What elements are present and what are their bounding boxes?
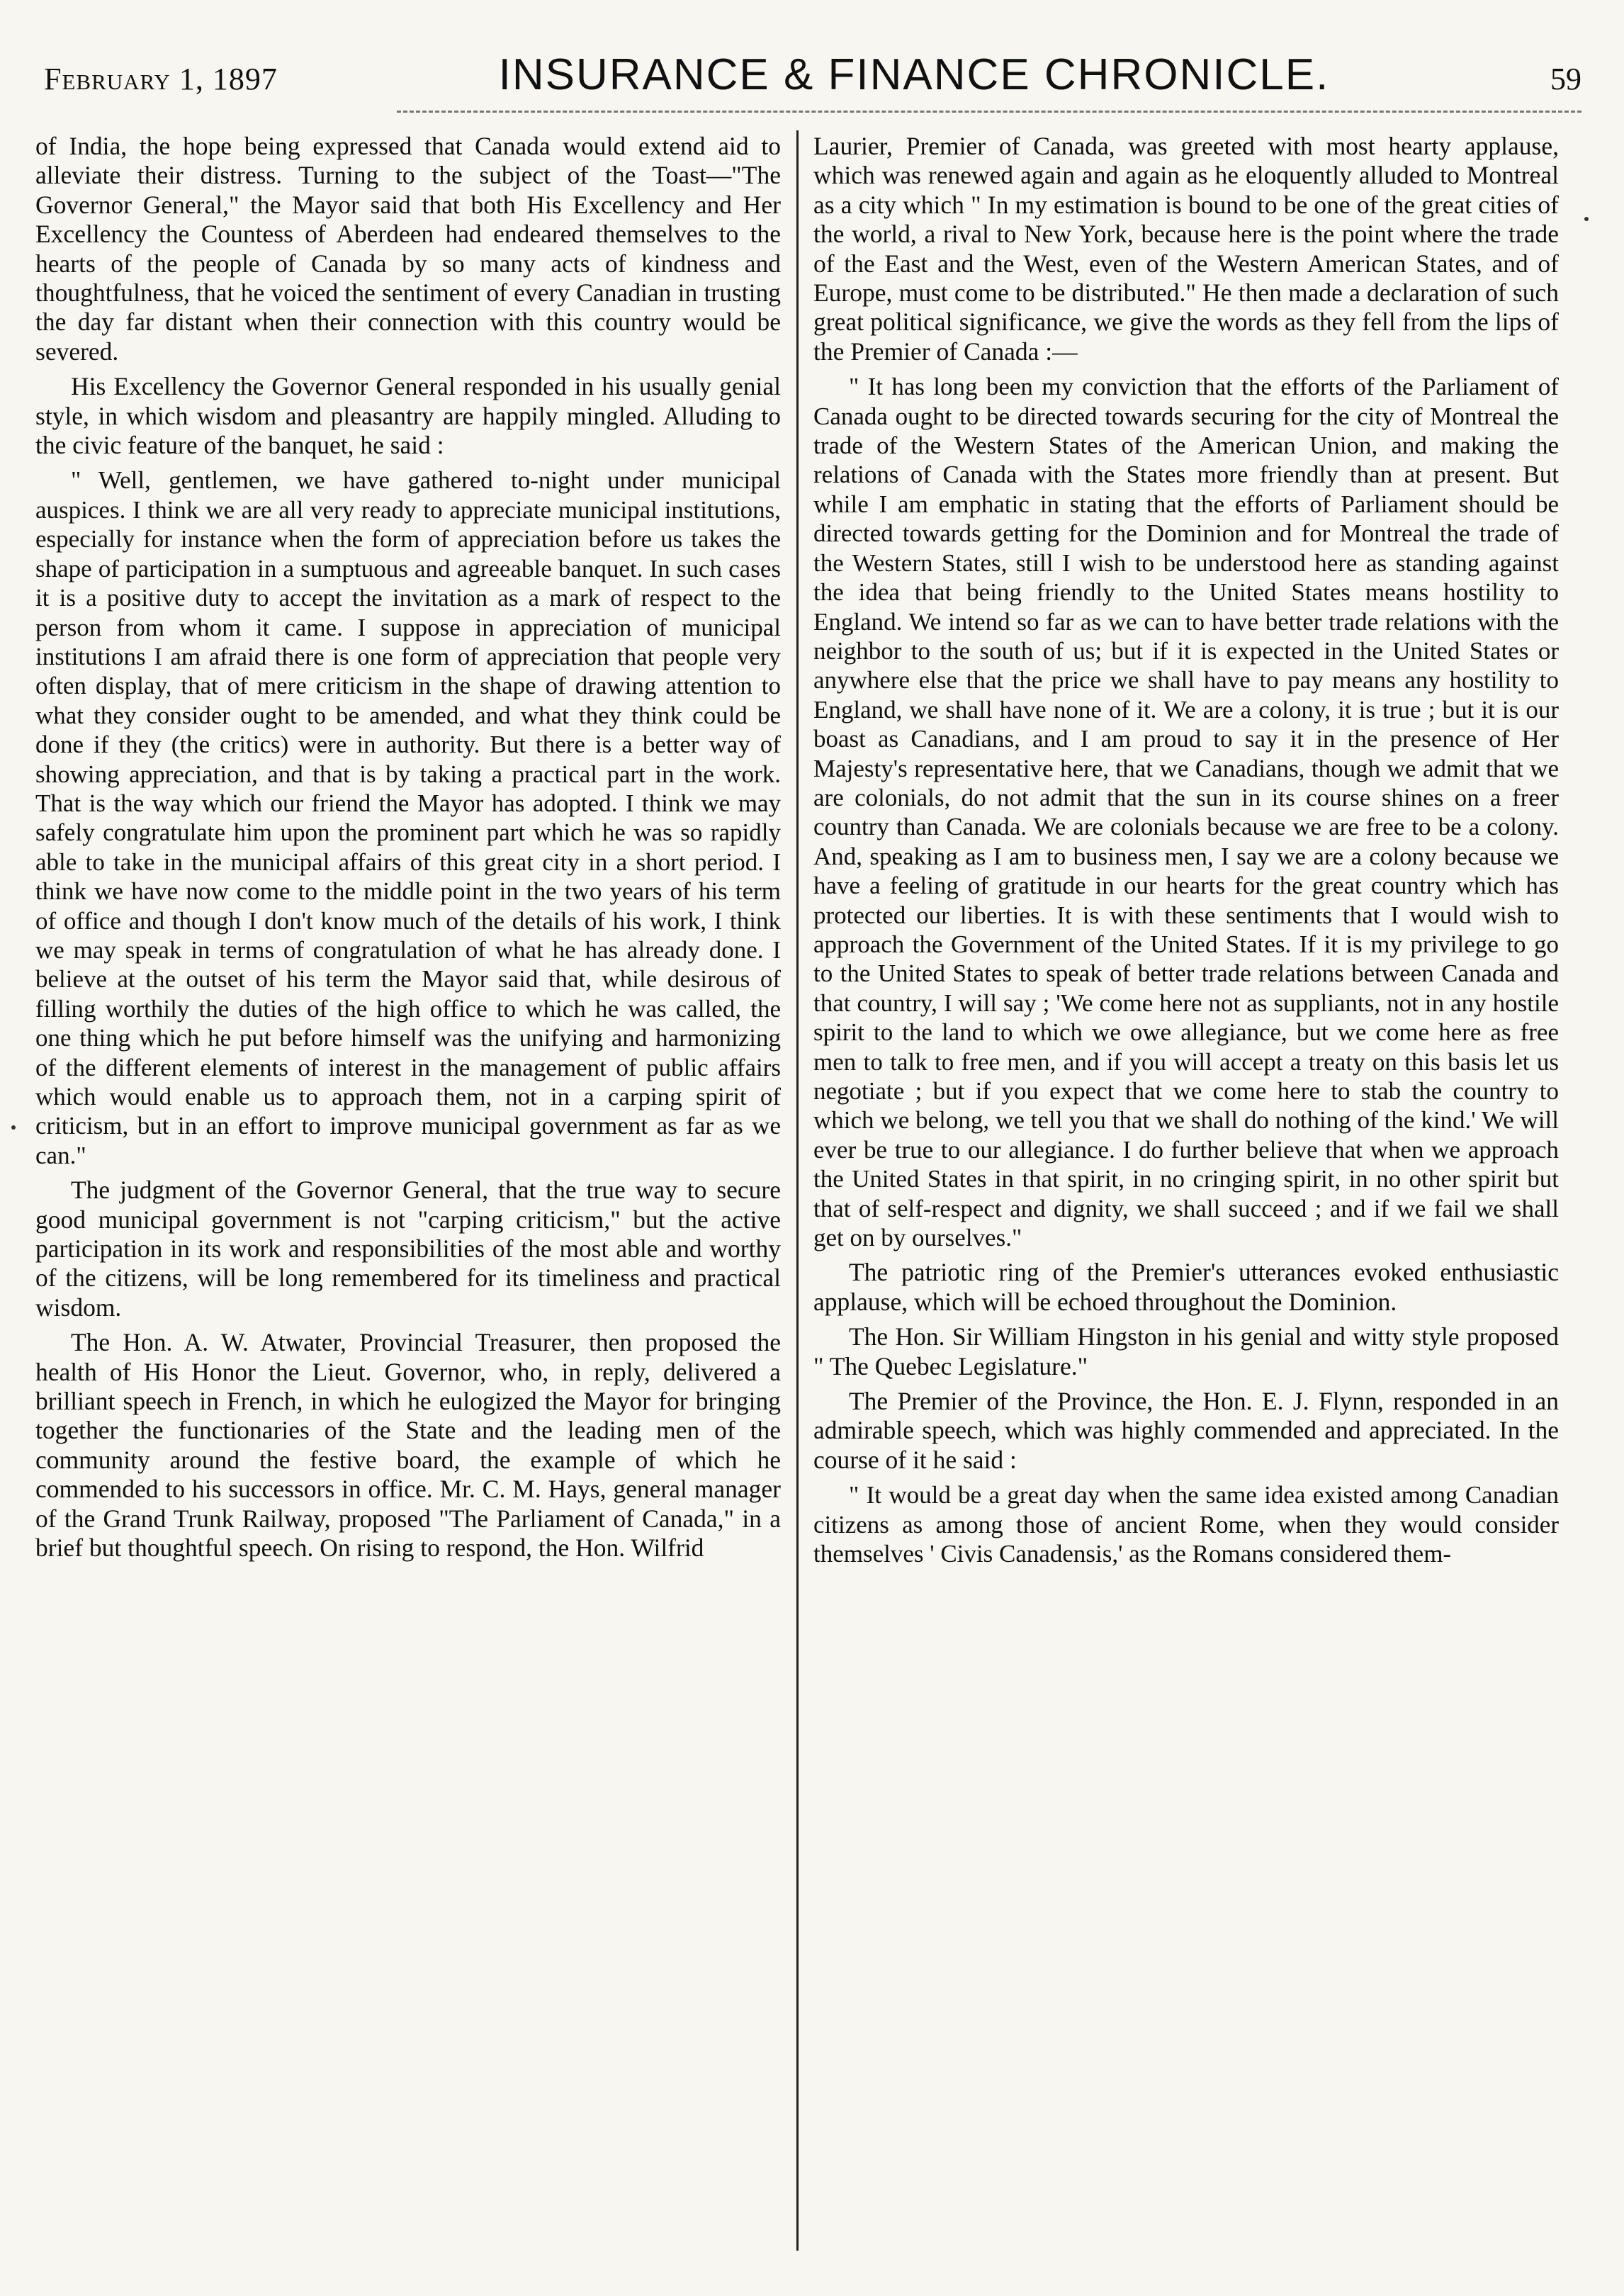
column-divider: [796, 130, 799, 2251]
paragraph: The Hon. A. W. Atwater, Provincial Treasurer, then proposed the health of His Honor the Lieut. Governor, who, in reply, delivered a brilliant speech in French, in which he eulogized the Mayor for bringing together the functionaries of the State and the leading men of the community around the festive board, the example of which he commended to his successors in office. Mr. C. M. Hays, general manager of the Grand Trunk Railway, proposed "The Parliament of Canada," in a brief but thoughtful speech. On rising to respond, the Hon. Wilfrid: [35, 1328, 781, 1563]
page-header: [44, 50, 1581, 109]
quoted-speech: " It would be a great day when the same idea existed among Canadian citizens as among those of ancient Rome, when they would consider themselves ' Civis Canadensis,' as the Romans considered them-: [813, 1481, 1559, 1568]
ink-speck: [11, 1125, 16, 1130]
ink-speck: [1584, 217, 1589, 221]
paragraph: Laurier, Premier of Canada, was greeted with most hearty applause, which was renewed again and again as he eloquently alluded to Montreal as a city which " In my estimation is bound to be one of the great cities of the world, a rival to New York, because here is the point where the trade of the East and the West, even of the Western American States, and of Europe, must come to be distributed." He then made a declaration of such great political significance, we give the words as they fell from the lips of the Premier of Canada :—: [813, 132, 1559, 366]
paragraph: His Excellency the Governor General responded in his usually genial style, in which wisdom and pleasantry are happily mingled. Alluding to the civic feature of the banquet, he said :: [35, 372, 781, 460]
right-column: [813, 132, 1559, 2229]
page-number: 59: [1550, 62, 1581, 96]
header-rule: [397, 111, 1581, 113]
paragraph: The Premier of the Province, the Hon. E. J. Flynn, responded in an admirable speech, which was highly commended and appreciated. In the course of it he said :: [813, 1387, 1559, 1474]
issue-date: February 1, 1897: [44, 62, 278, 96]
quoted-speech: " It has long been my conviction that the efforts of the Parliament of Canada ought to be directed towards securing for the city of Montreal the trade of the Western States of the American Union, and making the relations of Canada with the States more friendly than at present. But while I am emphatic in stating that the efforts of Parliament should be directed towards getting for the Dominion and for Montreal the trade of the Western States, still I wish to be understood here as standing against the idea that being friendly to the United States means hostility to England. We intend so far as we can to have better trade relations with the neighbor to the south of us; but if it is expected in the United States or anywhere else that the price we shall have to pay means any hostility to England, we shall have none of it. We are a colony, it is true ; but it is our boast as Canadians, and I am proud to say it in the presence of Her Majesty's representative here, that we Canadians, though we admit that we are colonials, do not admit that the sun in its course shines on a freer country than Canada. We are colonials because we are free to be a colony. And, speaking as I am to business men, I say we are a colony because we have a feeling of gratitude in our hearts for the great country which has protected our liberties. It is with these sentiments that I would wish to approach the Government of the United States. If it is my privilege to go to the United States to speak of better trade relations between Canada and that country, I will say ; 'We come here not as suppliants, not in any hostile spirit to the land to which we owe allegiance, but we come here as free men to talk to free men, and if you will accept a treaty on this basis let us negotiate ; but if you expect that we come here to stab the country to which we belong, we tell you that we shall do nothing of the kind.' We will ever be true to our allegiance. I do further believe that when we approach the United States in that spirit, in no cringing spirit, in no other spirit but that of self-respect and dignity, we shall succeed ; and if we fail we shall get on by ourselves.": [813, 373, 1559, 1252]
quoted-speech: " Well, gentlemen, we have gathered to-night under municipal auspices. I think we are all very ready to appreciate municipal institutions, especially for instance when the form of appreciation before us takes the shape of participation in a sumptuous and agreeable banquet. In such cases it is a positive duty to accept the invitation as a mark of respect to the person from whom it came. I suppose in appreciation of municipal institutions I am afraid there is one form of appreciation that people very often display, that of mere criticism in the shape of drawing attention to what they consider ought to be amended, and what they think could be done if they (the critics) were in authority. But there is a better way of showing appreciation, and that is by taking a practical part in the work. That is the way which our friend the Mayor has adopted. I think we may safely congratulate him upon the prominent part which he was so rapidly able to take in the municipal affairs of this great city in a short period. I think we have now come to the middle point in the two years of his term of office and though I don't know much of the details of his work, I think we may speak in terms of congratulation of what he has already done. I believe at the outset of his term the Mayor said that, while desirous of filling worthily the duties of the high office to which he was called, the one thing which he put before himself was the unifying and harmonizing of the different elements of interest in the management of public affairs which would enable us to approach them, not in a carping spirit of criticism, but in an effort to improve municipal government as far as we can.": [35, 466, 781, 1169]
paragraph: of India, the hope being expressed that Canada would extend aid to alleviate their distress. Turning to the subject of the Toast—"The Governor General," the Mayor said that both His Excellency and Her Excellency the Countess of Aberdeen had endeared themselves to the hearts of the people of Canada by so many acts of kindness and thoughtfulness, that he voiced the sentiment of every Canadian in trusting the day far distant when their connection with this country would be severed.: [35, 132, 781, 366]
paragraph: The patriotic ring of the Premier's utterances evoked enthusiastic applause, which will be echoed throughout the Dominion.: [813, 1258, 1559, 1316]
paragraph: The judgment of the Governor General, that the true way to secure good municipal government is not "carping criticism," but the active participation in its work and responsibilities of the most able and worthy of the citizens, will be long remembered for its timeliness and practical wisdom.: [35, 1176, 781, 1322]
paragraph: The Hon. Sir William Hingston in his genial and witty style proposed " The Quebec Legislature.": [813, 1322, 1559, 1380]
publication-title: INSURANCE & FINANCE CHRONICLE.: [498, 50, 1330, 99]
left-column: [35, 132, 781, 2229]
